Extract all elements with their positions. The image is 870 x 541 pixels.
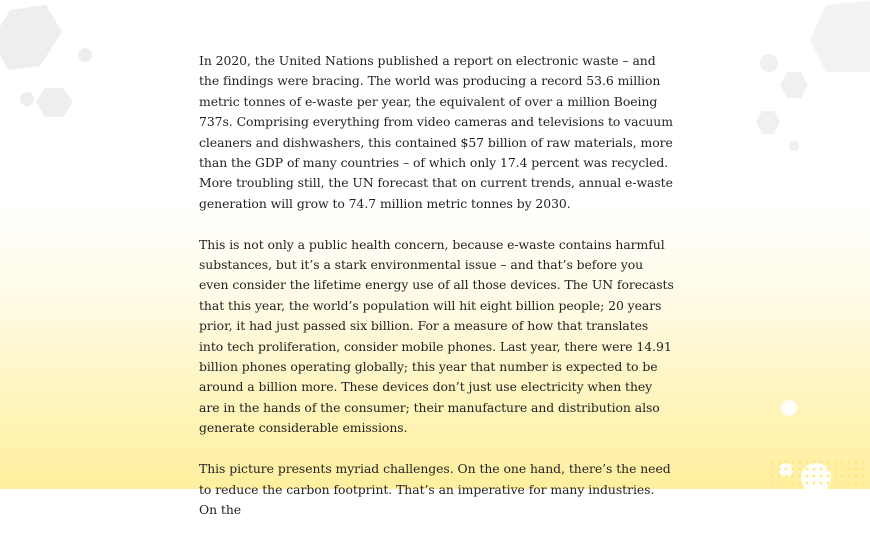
grid-dot [792, 468, 795, 471]
grid-dot [834, 482, 837, 485]
grid-dot [855, 461, 858, 464]
hexagon-decoration [756, 111, 780, 134]
grid-dot [785, 482, 788, 485]
grid-dot [862, 468, 865, 471]
dot-decoration [789, 141, 799, 151]
grid-dot [820, 482, 823, 485]
grid-dot [862, 461, 865, 464]
grid-dot [827, 482, 830, 485]
grid-dot [778, 468, 781, 471]
grid-dot [862, 475, 865, 478]
grid-dot [820, 461, 823, 464]
grid-dot [855, 475, 858, 478]
grid-dot [834, 475, 837, 478]
grid-dot [778, 482, 781, 485]
grid-dot [806, 482, 809, 485]
grid-dot [848, 468, 851, 471]
article-body [199, 51, 674, 541]
hexagon-decoration [36, 88, 73, 117]
hexagon-decoration [0, 5, 62, 70]
grid-dot [841, 475, 844, 478]
grid-dot [848, 475, 851, 478]
grid-dot [862, 482, 865, 485]
grid-dot [813, 461, 816, 464]
grid-dot [820, 468, 823, 471]
grid-dot [792, 482, 795, 485]
grid-dot [771, 482, 774, 485]
grid-dot [841, 468, 844, 471]
grid-dot [806, 461, 809, 464]
grid-dot [827, 475, 830, 478]
dot-decoration [78, 48, 92, 62]
grid-dot [792, 461, 795, 464]
grid-dot [778, 475, 781, 478]
grid-dot [799, 482, 802, 485]
grid-dot [813, 482, 816, 485]
hexagon-decoration [780, 72, 808, 98]
grid-dot [827, 468, 830, 471]
grid-dot [813, 475, 816, 478]
grid-dot [806, 468, 809, 471]
grid-dot [834, 468, 837, 471]
grid-dot [806, 475, 809, 478]
grid-dot [785, 468, 788, 471]
article-paragraph: This is not only a public health concern, because e-waste contains harmful substances, but it’s a stark environmental issue – and that’s before you even consider the lifetime energy use of all those devices. The UN forecasts that this year, the world’s population will hit eight billion people; 20 years prior, it had just passed six billion. For a measure of how that translates into tech proliferation, consider mobile phones. Last year, there were 14.91 billion phones operating globally; this year that number is expected to be around a billion more. These devices don’t just use electricity when they are in the hands of the consumer; their manufacture and distribution also generate considerable emissions. [199, 236, 674, 436]
grid-dot [848, 461, 851, 464]
article-paragraph: This picture presents myriad challenges. On the one hand, there’s the need to reduce the carbon footprint. That’s an imperative for many industries. On the [199, 461, 671, 517]
grid-dot [771, 468, 774, 471]
grid-dot [771, 461, 774, 464]
grid-dot [799, 468, 802, 471]
grid-dot [792, 475, 795, 478]
grid-dot [799, 461, 802, 464]
grid-dot [834, 461, 837, 464]
article-paragraph: In 2020, the United Nations published a report on electronic waste – and the findings were bracing. The world was producing a record 53.6 million metric tonnes of e-waste per year, the equivalent of over a million Boeing 737s. Comprising everything from video cameras and televisions to vacuum cleaners and dishwashers, this contained $57 billion of raw materials, more than the GDP of many countries – of which only 17.4 percent was recycled. More troubling still, the UN forecast that on current trends, annual e-waste generation will grow to 74.7 million metric tonnes by 2030. [199, 53, 673, 211]
grid-dot [855, 468, 858, 471]
dot-decoration [781, 400, 797, 416]
dot-decoration [801, 463, 831, 489]
hexagon-decoration [810, 0, 870, 72]
grid-dot [855, 482, 858, 485]
grid-dot [841, 482, 844, 485]
grid-dot [778, 461, 781, 464]
grid-dot [848, 482, 851, 485]
dot-decoration [760, 54, 778, 72]
grid-dot [785, 475, 788, 478]
grid-dot [841, 461, 844, 464]
grid-dot [827, 461, 830, 464]
grid-dot [785, 461, 788, 464]
grid-dot [813, 468, 816, 471]
grid-dot [771, 475, 774, 478]
grid-dot [820, 475, 823, 478]
dot-decoration [20, 92, 34, 106]
grid-dot [799, 475, 802, 478]
